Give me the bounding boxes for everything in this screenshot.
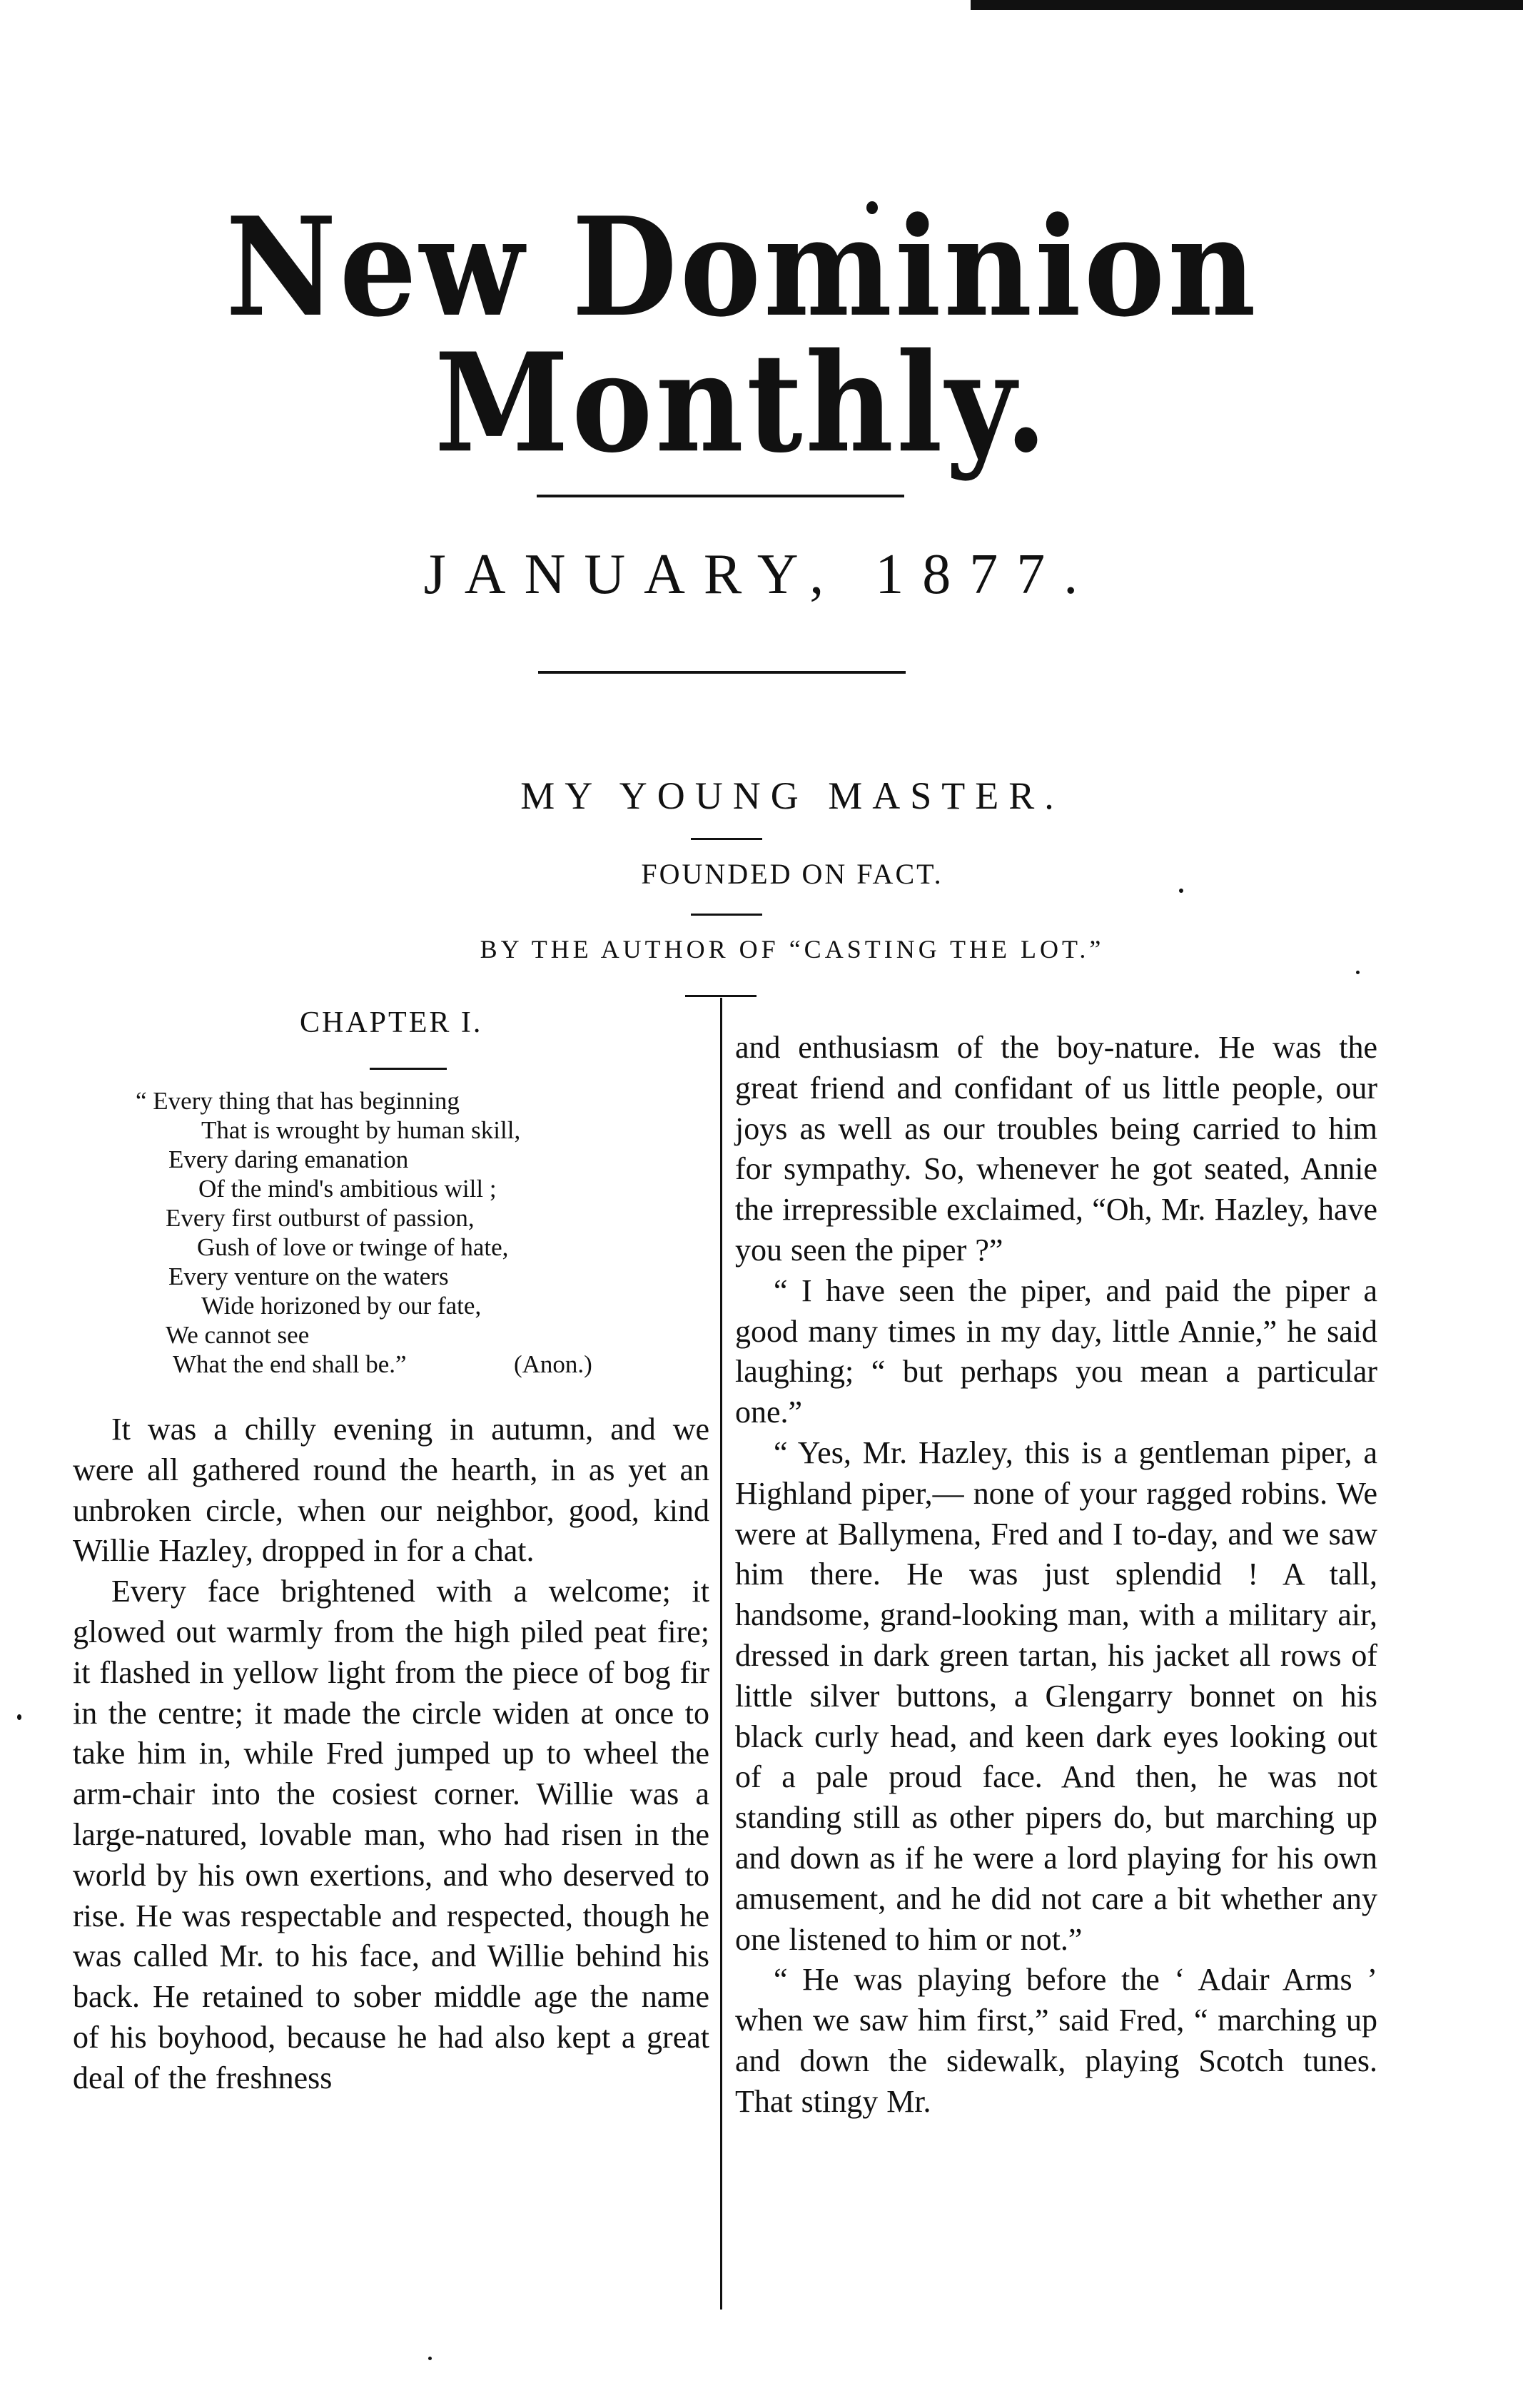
story-title: MY YOUNG MASTER. xyxy=(520,774,1064,817)
epigraph-attribution: (Anon.) xyxy=(514,1350,592,1378)
subtitle-rule xyxy=(691,914,762,916)
epigraph-line: Every first outburst of passion, xyxy=(166,1204,475,1232)
ink-speck xyxy=(428,2357,432,2360)
column-divider xyxy=(720,998,722,2310)
epigraph-line: Every daring emanation xyxy=(168,1145,409,1173)
story-subtitle: FOUNDED ON FACT. xyxy=(641,858,943,890)
title-rule xyxy=(691,838,762,840)
epigraph-line: That is wrought by human skill, xyxy=(201,1116,521,1144)
byline-rule xyxy=(685,995,757,997)
byline: BY THE AUTHOR OF “CASTING THE LOT.” xyxy=(480,935,1105,963)
paragraph: “ Yes, Mr. Hazley, this is a gentleman piper, a Highland piper,— none of your ragged robins. We were at Ballymena, Fred and I to-day, and we saw him there. He was just splendid ! A tall, handsome, grand-looking man, with a military air, dressed in dark green tartan, his jacket all rows of little silver buttons, a Glengarry bonnet on his black curly head, and keen dark eyes looking out of a pale proud face. And then, he was not standing still as other pipers do, but marching up and down as if he were a lord playing for his own amusement, and he did not care a bit whether any one listened to him or not.” xyxy=(735,1435,1377,1957)
scan-edge-bar xyxy=(971,0,1523,10)
left-column xyxy=(73,1410,709,2099)
epigraph-line: Of the mind's ambitious will ; xyxy=(198,1175,497,1203)
paragraph: It was a chilly evening in autumn, and we were all gathered round the hearth, in as yet an unbroken circle, when our neighbor, good, kind Willie Hazley, dropped in for a chat. xyxy=(73,1412,709,1569)
right-column xyxy=(735,1028,1377,2123)
paragraph: “ I have seen the piper, and paid the piper a good many times in my day, little Annie,” he said laughing; “ but perhaps you mean a particular one.” xyxy=(735,1273,1377,1430)
chapter-rule xyxy=(370,1068,447,1070)
masthead-title: New Dominion Monthly. xyxy=(226,187,1259,484)
ink-speck xyxy=(17,1714,21,1720)
date-rule xyxy=(538,671,906,674)
chapter-heading: CHAPTER I. xyxy=(300,1006,483,1039)
epigraph-line: Gush of love or twinge of hate, xyxy=(197,1233,509,1261)
epigraph-line: What the end shall be.” xyxy=(173,1350,407,1378)
paragraph-continued: and enthusiasm of the boy-nature. He was the great friend and confidant of us little people, our joys as well as our troubles being carried to him for sympathy. So, whenever he got seated, Annie the irrepressible exclaimed, “Oh, Mr. Hazley, have you seen the piper ?” xyxy=(735,1030,1377,1268)
epigraph-line: We cannot see xyxy=(166,1321,310,1349)
masthead-rule xyxy=(537,495,904,497)
paragraph: Every face brightened with a welcome; it glowed out warmly from the high piled peat fire; it flashed in yellow light from the piece of bog fir in the centre; it made the circle widen at once to take him in, while Fred jumped up to wheel the arm-chair into the cosiest corner. Willie was a large-natured, lovable man, who had risen in the world by his own exertions, and who deserved to rise. He was respectable and respected, though he was called Mr. to his face, and Willie behind his back. He retained to sober middle age the name of his boyhood, because he had also kept a great deal of the freshness xyxy=(73,1574,709,2095)
epigraph-line: Wide horizoned by our fate, xyxy=(201,1292,482,1320)
issue-date: JANUARY, 1877. xyxy=(423,543,1097,606)
paragraph: “ He was playing before the ‘ Adair Arms ’ when we saw him first,” said Fred, “ marching up and down the sidewalk, playing Scotch tunes. That stingy Mr. xyxy=(735,1962,1377,2119)
epigraph-last-line xyxy=(136,1350,699,1379)
ink-speck xyxy=(1179,889,1183,893)
ink-speck xyxy=(1356,971,1360,974)
epigraph xyxy=(136,1086,699,1379)
epigraph-line: “ Every thing that has beginning xyxy=(136,1087,460,1115)
epigraph-line: Every venture on the waters xyxy=(168,1263,449,1290)
